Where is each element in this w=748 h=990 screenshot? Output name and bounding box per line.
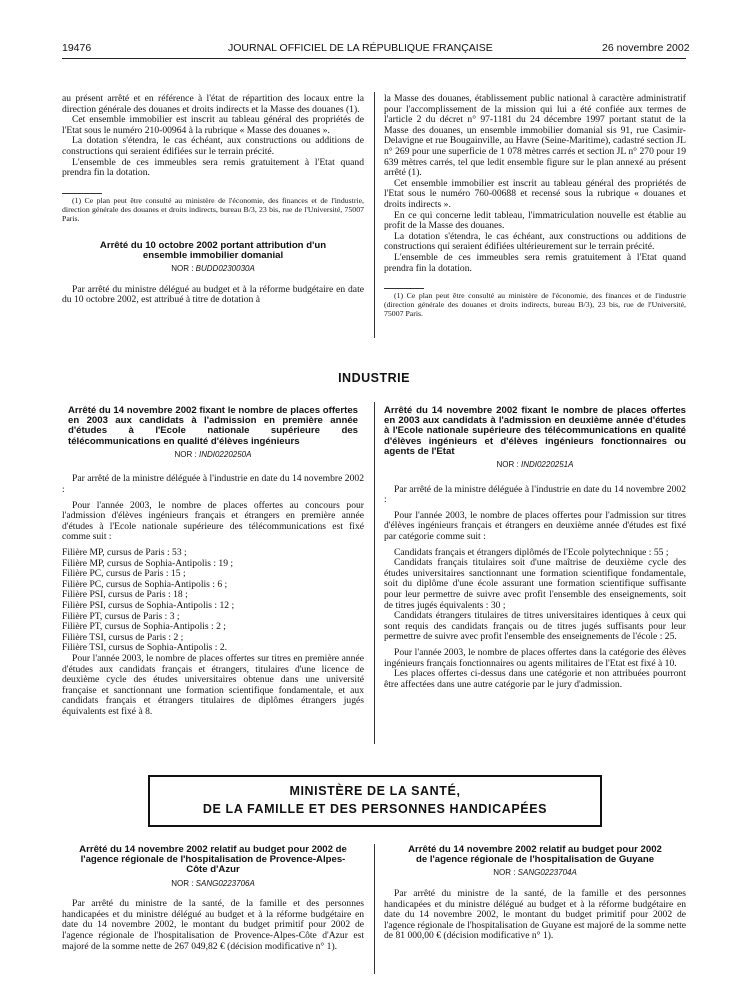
list-item: Filière MP, cursus de Paris : 53 ; bbox=[62, 546, 187, 558]
section-heading: INDUSTRIE bbox=[338, 371, 410, 385]
column-divider bbox=[374, 844, 375, 974]
ministry-line-2: DE LA FAMILLE ET DES PERSONNES HANDICAPÉES bbox=[202, 802, 548, 816]
paragraph: la Masse des douanes, établissement public national à caractère administratif pour l'accomplissement de la mission qui lui a été confiée aux termes de l'article 2 du décret n° 97-1181 du 24 décembre 1997 portant statut de la Masse des douanes, un ensemble immobilier domanial sis 91, rue Casimir-Delavigne et rue Bougainville, au Havre (Seine-Maritime), cadastré section JL n° 269 pour une superficie de 1 078 mètres carrés et section JL n° 270 pour 19 639 mètres carrés, tel que ledit ensemble figure sur le plan annexé au présent arrêté (1). bbox=[384, 93, 686, 179]
list-item: Filière MP, cursus de Sophia-Antipolis : 19 ; bbox=[62, 557, 234, 569]
nor-reference: NOR : INDI0220251A bbox=[496, 460, 574, 470]
paragraph: Pour l'année 2003, le nombre de places offertes sur titres en première année d'études aux candidats français et étrangers, titulaires d'une licence de deuxième cycle des études universitaires obtenue dans une université française et sanctionnant une formation scientifique fondamentale, et aux candidats français et étrangers titulaires de diplômes étrangers jugés équivalents est fixé à 8. bbox=[62, 652, 364, 717]
list-item: Filière TSI, cursus de Sophia-Antipolis : 2. bbox=[62, 642, 228, 654]
paragraph: Cet ensemble immobilier est inscrit au tableau général des propriétés de l'Etat sous le numéro 760-00688 et recensé sous la rubrique « douanes et droits indirects ». bbox=[384, 177, 686, 210]
paragraph: Pour l'année 2003, le nombre de places offertes pour l'admission sur titres d'élèves ingénieurs français et étrangers en deuxième année d'études est fixé par catégorie comme suit : bbox=[384, 509, 686, 542]
paragraph: Pour l'année 2003, le nombre de places offertes au concours pour l'admission d'élèves ingénieurs français et étrangers en première année d'études à l'Ecole nationale supérieure des télécommunications est fixé comme suit : bbox=[62, 499, 364, 543]
paragraph: Candidats français titulaires soit d'une maîtrise de deuxième cycle des études universitaires sanctionnant une formation scientifique fondamentale, soit du diplôme d'une école assurant une formation scientifique suffisante pour leur permettre de suivre avec profit l'ensemble des enseignements, soit de titres jugés équivalents : 30 ; bbox=[384, 557, 686, 611]
paragraph: En ce qui concerne ledit tableau, l'immatriculation nouvelle est établie au profit de la Masse des douanes. bbox=[384, 209, 686, 232]
paragraph: Candidats étrangers titulaires de titres universitaires identiques à ceux qui sont requis des candidats français ou de titres jugés suffisants pour leur permettre de suivre avec profit l'ensemble des enseignements de l'école : 25. bbox=[384, 610, 686, 643]
places-list bbox=[62, 548, 364, 654]
paragraph: Cet ensemble immobilier est inscrit au tableau général des propriétés de l'Etat sous le numéro 210-00964 à la rubrique « Masse des douanes ». bbox=[62, 114, 364, 136]
arrete-title: Arrêté du 14 novembre 2002 fixant le nombre de places offertes en 2003 aux candidats à l'admission en deuxième année d'études à l'Ecole nationale supérieure des télécommunications en qualité d'élèves ingénieurs et d'élèves ingénieurs fonctionnaires ou agents de l'Etat bbox=[384, 405, 686, 457]
footnote: (1) Ce plan peut être consulté au ministère de l'économie, des finances et de l'industrie, direction générale des douanes et droits indirects, bureau B/3, 23 bis, rue de l'Université, 75007 Paris. bbox=[62, 195, 364, 223]
paragraph: L'ensemble de ces immeubles sera remis gratuitement à l'Etat quand prendra fin la dotation. bbox=[62, 156, 364, 179]
issue-date: 26 novembre 2002 bbox=[602, 42, 690, 54]
bottom-right-column bbox=[384, 845, 686, 942]
paragraph: La dotation s'étendra, le cas échéant, aux constructions ou additions de constructions qui seraient édifiées ultérieurement sur le terrain précité. bbox=[384, 230, 686, 253]
ministry-box bbox=[148, 775, 602, 827]
paragraph: La dotation s'étendra, le cas échéant, aux constructions ou additions de constructions qui seraient édifiées sur le terrain précité. bbox=[62, 135, 364, 157]
list-item: Filière PT, cursus de Paris : 3 ; bbox=[62, 610, 180, 622]
paragraph: L'ensemble de ces immeubles sera remis gratuitement à l'Etat quand prendra fin la dotation. bbox=[384, 251, 686, 274]
bottom-left-column bbox=[62, 845, 364, 952]
mid-right-column bbox=[384, 406, 686, 690]
arrete-title: Arrêté du 14 novembre 2002 relatif au budget pour 2002 de l'agence régionale de l'hospitalisation de Guyane bbox=[408, 844, 662, 866]
ministry-line-1: MINISTÈRE DE LA SANTÉ, bbox=[289, 784, 461, 798]
footnote-rule bbox=[62, 193, 102, 194]
paragraph: Par arrêté du ministre délégué au budget et à la réforme budgétaire en date du 10 octobre 2002, est attribué à titre de dotation à bbox=[62, 283, 364, 306]
paragraph: au présent arrêté et en référence à l'état de répartition des locaux entre la direction générale des douanes et droits indirects et la Masse des douanes (1). bbox=[62, 93, 364, 115]
arrete-title: Arrêté du 14 novembre 2002 relatif au budget pour 2002 de l'agence régionale de l'hospitalisation de Provence-Alpes-Côte d'Azur bbox=[79, 844, 347, 876]
column-divider bbox=[374, 402, 375, 744]
paragraph: Les places offertes ci-dessus dans une catégorie et non attribuées pourront être affectées dans une autre catégorie par le jury d'admission. bbox=[384, 668, 686, 690]
top-left-column bbox=[62, 94, 364, 306]
paragraph: Par arrêté de la ministre déléguée à l'industrie en date du 14 novembre 2002 : bbox=[62, 473, 364, 495]
footnote: (1) Ce plan peut être consulté au ministère de l'économie, des finances et de l'industrie (direction générale des douanes et droits indirects, bureau B/3), 23 bis, rue de l'Université, 75007 Paris. bbox=[384, 291, 686, 319]
list-item: Filière PSI, cursus de Paris : 18 ; bbox=[62, 589, 188, 601]
paragraph: Pour l'année 2003, le nombre de places offertes dans la catégorie des élèves ingénieurs français fonctionnaires ou agents militaires de l'Etat est fixé à 10. bbox=[384, 646, 686, 669]
footnote-rule bbox=[384, 288, 424, 289]
list-item: Filière PT, cursus de Sophia-Antipolis : 2 ; bbox=[62, 621, 226, 633]
journal-title: JOURNAL OFFICIEL DE LA RÉPUBLIQUE FRANÇAISE bbox=[228, 42, 493, 54]
header-rule bbox=[62, 58, 686, 59]
list-item: Filière PC, cursus de Sophia-Antipolis : 6 ; bbox=[62, 578, 228, 590]
nor-reference: NOR : SANG0223704A bbox=[493, 868, 577, 878]
paragraph: Par arrêté du ministre de la santé, de la famille et des personnes handicapées et du ministre délégué au budget et à la réforme budgétaire en date du 14 novembre 2002, le montant du budget primitif pour 2002 de l'agence régionale de l'hospitalisation de Provence-Alpes-Côte d'Azur est majoré de la somme nette de 267 049,82 € (décision modificative n° 1). bbox=[62, 898, 364, 952]
nor-reference: NOR : SANG0223706A bbox=[171, 878, 255, 888]
paragraph: Par arrêté de la ministre déléguée à l'industrie en date du 14 novembre 2002 : bbox=[384, 483, 686, 506]
list-item: Filière PSI, cursus de Sophia-Antipolis : 12 ; bbox=[62, 599, 235, 611]
page-number: 19476 bbox=[62, 42, 92, 54]
column-divider bbox=[374, 92, 375, 338]
nor-reference: NOR : BUDD0230030A bbox=[171, 264, 255, 274]
paragraph: Par arrêté du ministre de la santé, de la famille et des personnes handicapées et du ministre délégué au budget et à la réforme budgétaire en date du 14 novembre 2002, le montant du budget primitif pour 2002 de l'agence régionale de l'hospitalisation de Guyane est majoré de la somme nette de 81 000,00 € (décision modificative n° 1). bbox=[384, 888, 686, 942]
arrete-title: Arrêté du 10 octobre 2002 portant attribution d'un ensemble immobilier domanial bbox=[99, 239, 327, 261]
list-item: Filière TSI, cursus de Paris : 2 ; bbox=[62, 631, 184, 643]
list-item: Filière PC, cursus de Paris : 15 ; bbox=[62, 568, 186, 580]
top-right-column bbox=[384, 94, 686, 318]
arrete-title: Arrêté du 14 novembre 2002 fixant le nombre de places offertes en 2003 aux candidats à l'admission en première année d'études à l'Ecole nationale supérieure des télécommunications en qualité d'élèves ingénieurs bbox=[68, 405, 358, 447]
mid-left-column bbox=[62, 406, 364, 717]
paragraph: Candidats français et étrangers diplômés de l'Ecole polytechnique : 55 ; bbox=[394, 546, 669, 558]
nor-reference: NOR : INDI0220250A bbox=[174, 449, 252, 459]
